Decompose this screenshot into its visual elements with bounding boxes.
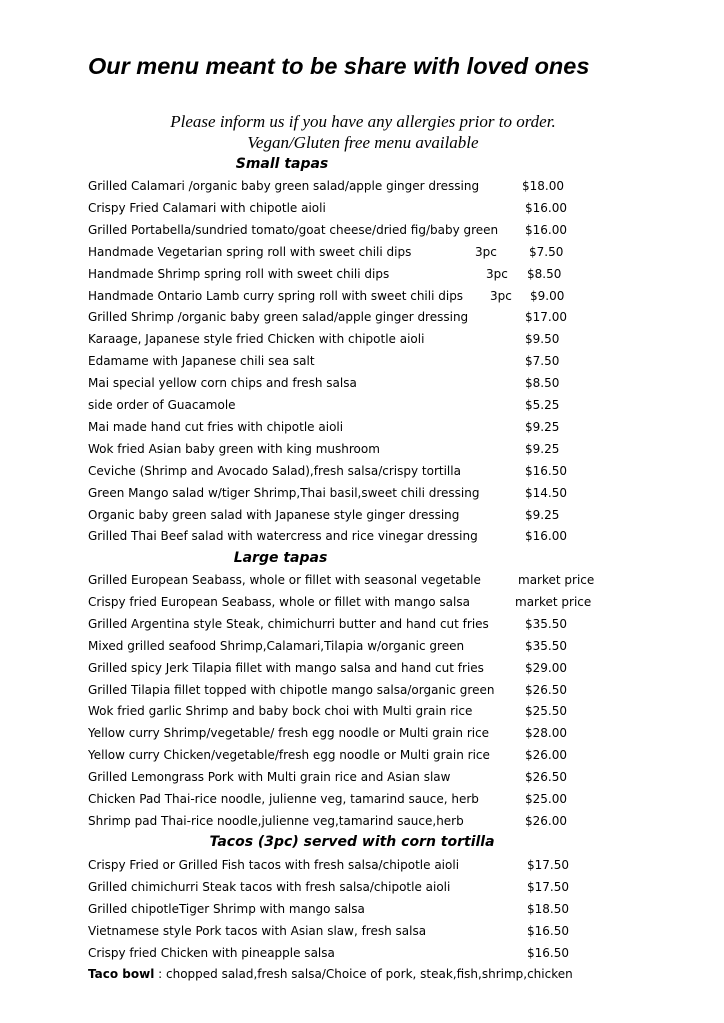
item-name: Grilled Thai Beef salad with watercress and rice vinegar dressing [88, 529, 478, 544]
item-price: $25.50 [525, 704, 567, 719]
item-name: Crispy fried Chicken with pineapple salsa [88, 945, 335, 960]
item-price: $26.00 [525, 813, 567, 828]
item-name: side order of Guacamole [88, 398, 236, 412]
menu-item [88, 372, 708, 394]
item-name: Crispy fried European Seabass, whole or fillet with mango salsa [88, 594, 470, 609]
menu-item [88, 657, 708, 679]
item-name: Handmade Ontario Lamb curry spring roll with sweet chili dips [88, 288, 464, 303]
item-price: $35.50 [525, 616, 567, 631]
item-name: Wok fried Asian baby green with king mushroom [88, 441, 380, 456]
item-price: $16.50 [527, 945, 569, 960]
item-price: $29.00 [525, 660, 567, 675]
menu-item [88, 898, 708, 920]
menu-item [88, 241, 708, 263]
item-name: Wok fried garlic Shrimp and baby bock choi with Multi grain rice [88, 704, 473, 719]
item-name: Mai made hand cut fries with chipotle aioli [88, 419, 344, 434]
large-tapas-heading: Large tapas [233, 550, 328, 566]
item-name: Shrimp pad Thai-rice noodle,julienne veg,tamarind sauce,herb [88, 813, 464, 828]
item-name: Yellow curry Chicken/vegetable/fresh egg noodle or Multi grain rice [88, 748, 490, 763]
item-name: Ceviche (Shrimp and Avocado Salad),fresh salsa/crispy tortilla [88, 463, 461, 478]
menu-item [88, 810, 708, 832]
menu-item [88, 591, 708, 613]
menu-item [88, 635, 708, 657]
item-name: Grilled Calamari /organic baby green salad/apple ginger dressing [88, 179, 480, 193]
item-name: Yellow curry Shrimp/vegetable/ fresh egg noodle or Multi grain rice [88, 726, 490, 741]
item-price: $9.00 [530, 288, 565, 303]
menu-item [88, 306, 708, 328]
item-name: Grilled spicy Jerk Tilapia fillet with mango salsa and hand cut fries [88, 660, 484, 675]
item-price: $16.00 [525, 529, 567, 544]
item-price: $18.50 [527, 901, 569, 916]
item-price: $8.50 [525, 376, 560, 391]
item-price: $26.50 [525, 682, 567, 697]
item-name: Grilled European Seabass, whole or fillet with seasonal vegetable [88, 573, 481, 587]
menu-item [88, 482, 708, 504]
item-name: Vietnamese style Pork tacos with Asian slaw, fresh salsa [88, 923, 427, 938]
menu-item [88, 876, 708, 898]
item-name: Handmade Shrimp spring roll with sweet chili dips [88, 266, 390, 281]
menu-item [88, 328, 708, 350]
menu-item [88, 504, 708, 526]
item-price: $28.00 [525, 726, 567, 741]
item-price: $9.25 [525, 441, 560, 456]
item-price: $17.50 [527, 858, 569, 872]
tacos-heading: Tacos (3pc) served with corn tortilla [209, 834, 495, 850]
menu-title: Our menu meant to be share with loved ones [88, 53, 590, 79]
item-name: Crispy Fried Calamari with chipotle aioli [88, 200, 326, 215]
item-price: $8.50 [527, 266, 562, 281]
menu-item [88, 679, 708, 701]
item-quantity: 3pc [490, 288, 512, 303]
menu-item [88, 394, 708, 416]
item-name: Organic baby green salad with Japanese style ginger dressing [88, 507, 460, 522]
item-price: $17.50 [527, 879, 569, 894]
menu-item [88, 613, 708, 635]
allergy-notice: Please inform us if you have any allergies prior to order. [170, 112, 556, 131]
menu-item [88, 942, 708, 964]
item-quantity: 3pc [475, 244, 497, 259]
item-name: Handmade Vegetarian spring roll with sweet chili dips [88, 244, 412, 259]
item-name: Grilled chimichurri Steak tacos with fresh salsa/chipotle aioli [88, 879, 451, 894]
item-quantity: 3pc [486, 266, 508, 281]
item-name: Grilled Lemongrass Pork with Multi grain rice and Asian slaw [88, 770, 451, 785]
item-price: $17.00 [525, 310, 567, 325]
item-price: $18.00 [522, 179, 564, 193]
item-price: $26.50 [525, 770, 567, 785]
item-price: $16.50 [527, 923, 569, 938]
item-price: $26.00 [525, 748, 567, 763]
item-price: $9.50 [525, 332, 560, 347]
item-price: $7.50 [525, 354, 560, 369]
taco-bowl-description: : chopped salad,fresh salsa/Choice of pork, steak,fish,shrimp,chicken [154, 967, 573, 981]
menu-item [88, 700, 708, 722]
item-price: market price [518, 573, 595, 587]
menu-item [88, 766, 708, 788]
menu-item [88, 525, 708, 547]
item-price: $7.50 [529, 244, 564, 259]
menu-item [88, 854, 708, 876]
taco-bowl-label: Taco bowl [88, 967, 155, 981]
item-name: Mixed grilled seafood Shrimp,Calamari,Tilapia w/organic green [88, 638, 465, 653]
menu-item [88, 569, 708, 591]
menu-item [88, 416, 708, 438]
item-name: Grilled Portabella/sundried tomato/goat cheese/dried fig/baby green [88, 222, 499, 237]
item-price: $9.25 [525, 419, 560, 434]
item-price: $5.25 [525, 398, 560, 412]
vegan-notice: Vegan/Gluten free menu available [247, 133, 479, 152]
menu-item [88, 460, 708, 482]
item-name: Grilled Shrimp /organic baby green salad/apple ginger dressing [88, 310, 469, 325]
menu-item [88, 197, 708, 219]
menu-item [88, 175, 708, 197]
item-price: $9.25 [525, 507, 560, 522]
menu-item [88, 285, 708, 307]
item-price: $14.50 [525, 485, 567, 500]
menu-item [88, 788, 708, 810]
item-price: $25.00 [525, 792, 567, 806]
menu-item [88, 438, 708, 460]
item-name: Green Mango salad w/tiger Shrimp,Thai basil,sweet chili dressing [88, 485, 480, 500]
menu-item [88, 744, 708, 766]
menu-item [88, 350, 708, 372]
item-price: market price [515, 594, 592, 609]
menu-item [88, 920, 708, 942]
item-price: $16.00 [525, 222, 567, 237]
small-tapas-heading: Small tapas [235, 156, 329, 172]
item-name: Grilled Argentina style Steak, chimichurri butter and hand cut fries [88, 616, 489, 631]
item-name: Mai special yellow corn chips and fresh salsa [88, 376, 357, 391]
item-name: Crispy Fried or Grilled Fish tacos with fresh salsa/chipotle aioli [88, 858, 460, 872]
item-name: Chicken Pad Thai-rice noodle, julienne veg, tamarind sauce, herb [88, 792, 479, 806]
item-price: $16.50 [525, 463, 567, 478]
item-name: Grilled chipotleTiger Shrimp with mango salsa [88, 901, 365, 916]
item-price: $35.50 [525, 638, 567, 653]
menu-item [88, 263, 708, 285]
menu-item [88, 722, 708, 744]
item-name: Grilled Tilapia fillet topped with chipotle mango salsa/organic green [88, 682, 495, 697]
item-name: Edamame with Japanese chili sea salt [88, 354, 315, 369]
menu-item [88, 219, 708, 241]
item-name: Karaage, Japanese style fried Chicken with chipotle aioli [88, 332, 425, 347]
item-price: $16.00 [525, 200, 567, 215]
taco-bowl [88, 963, 708, 985]
